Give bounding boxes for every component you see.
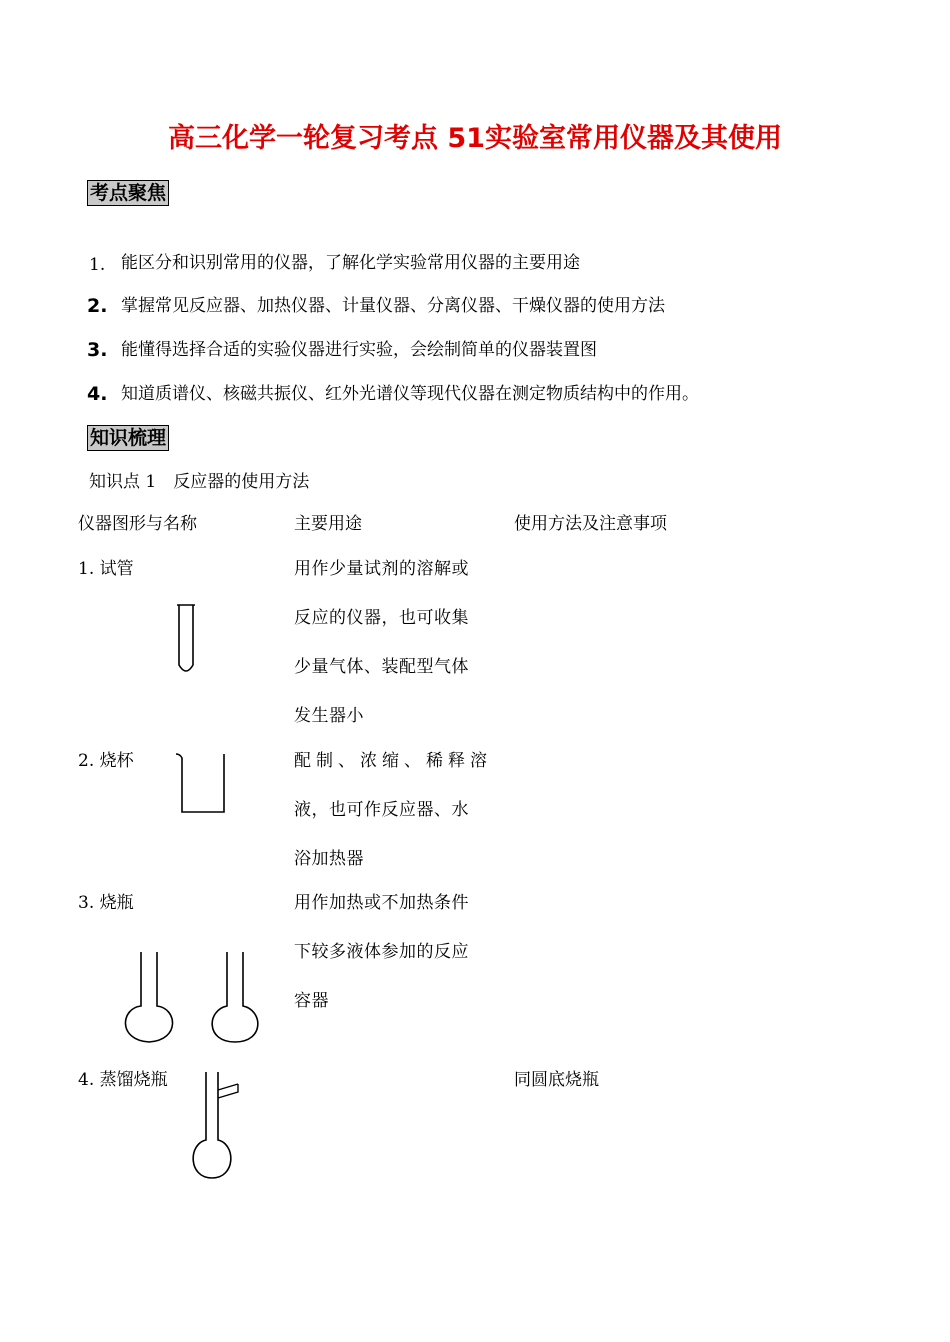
usage-line: 配制、浓缩、稀释溶 — [294, 751, 492, 771]
header-instrument-name: 仪器图形与名称 — [78, 514, 197, 534]
usage-note: 同圆底烧瓶 — [514, 1070, 599, 1090]
flask-icon — [117, 950, 183, 1046]
usage-line: 用作少量试剂的溶解或 — [294, 559, 469, 579]
instrument-name: 4. 蒸馏烧瓶 — [78, 1070, 168, 1090]
flask-icon — [205, 950, 265, 1046]
objective-number: 4. — [87, 383, 108, 405]
objective-number: 2. — [87, 295, 108, 317]
usage-line: 反应的仪器，也可收集 — [294, 608, 469, 628]
objective-text: 掌握常见反应器、加热仪器、计量仪器、分离仪器、干燥仪器的使用方法 — [121, 296, 665, 316]
objective-text: 能懂得选择合适的实验仪器进行实验，会绘制简单的仪器装置图 — [121, 340, 597, 360]
focus-heading: 考点聚焦 — [87, 180, 169, 206]
test-tube-icon — [174, 603, 198, 675]
usage-line: 液，也可作反应器、水 — [294, 800, 469, 820]
usage-line: 下较多液体参加的反应 — [294, 942, 469, 962]
usage-line: 浴加热器 — [294, 849, 364, 869]
usage-line: 用作加热或不加热条件 — [294, 893, 469, 913]
objective-number: 3. — [87, 339, 108, 361]
objective-text: 能区分和识别常用的仪器，了解化学实验常用仪器的主要用途 — [121, 253, 580, 273]
page-title: 高三化学一轮复习考点 51实验室常用仪器及其使用 — [168, 123, 782, 154]
header-usage-notes: 使用方法及注意事项 — [514, 514, 667, 534]
instrument-name: 3. 烧瓶 — [78, 893, 134, 913]
header-main-usage: 主要用途 — [294, 514, 362, 534]
usage-line: 容器 — [294, 991, 329, 1011]
objective-text: 知道质谱仪、核磁共振仪、红外光谱仪等现代仪器在测定物质结构中的作用。 — [121, 384, 699, 404]
beaker-icon — [174, 750, 228, 816]
instrument-name: 2. 烧杯 — [78, 751, 134, 771]
usage-line: 发生器小 — [294, 706, 364, 726]
distillation-flask-icon — [188, 1070, 248, 1182]
usage-line: 少量气体、装配型气体 — [294, 657, 469, 677]
knowledge-point-title: 知识点 1 反应器的使用方法 — [89, 472, 310, 492]
objective-number: 1. — [89, 255, 106, 275]
knowledge-heading: 知识梳理 — [87, 425, 169, 451]
instrument-name: 1. 试管 — [78, 559, 134, 579]
